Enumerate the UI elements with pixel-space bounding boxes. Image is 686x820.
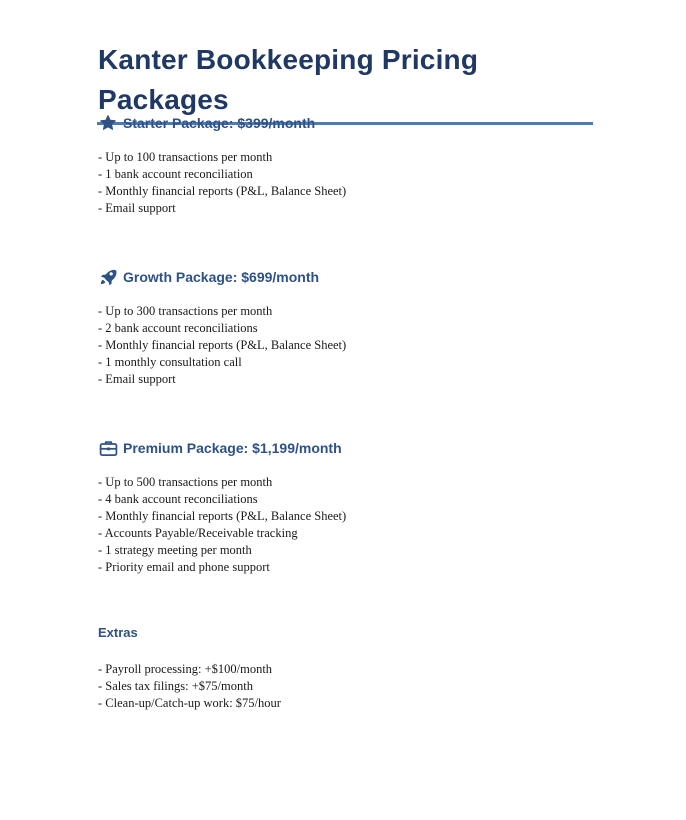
list-item: - 2 bank account reconciliations (98, 321, 258, 335)
rocket-icon (98, 268, 118, 286)
list-item: - Payroll processing: +$100/month (98, 662, 273, 676)
growth-package-features (98, 303, 594, 388)
starter-package-features (98, 149, 594, 217)
premium-package-section (98, 438, 594, 576)
list-item: - 4 bank account reconciliations (98, 492, 258, 506)
extras-list (98, 661, 594, 712)
list-item: - Sales tax filings: +$75/month (98, 679, 253, 693)
extras-heading: Extras (98, 625, 138, 640)
list-item: - Up to 100 transactions per month (98, 150, 273, 164)
list-item: - Monthly financial reports (P&L, Balance Sheet) (98, 509, 347, 523)
list-item: - 1 strategy meeting per month (98, 543, 252, 557)
list-item: - Up to 300 transactions per month (98, 304, 273, 318)
list-item: - Up to 500 transactions per month (98, 475, 273, 489)
premium-package-heading (98, 438, 594, 458)
extras-section (98, 625, 594, 712)
list-item: - Email support (98, 372, 176, 386)
list-item: - Monthly financial reports (P&L, Balance Sheet) (98, 338, 347, 352)
document-title: Kanter Bookkeeping Pricing Packages (98, 44, 479, 115)
list-item: - Clean-up/Catch-up work: $75/hour (98, 696, 281, 710)
growth-package-title: Growth Package: $699/month (123, 269, 320, 285)
growth-package-heading (98, 267, 594, 287)
growth-package-section (98, 267, 594, 388)
briefcase-icon (98, 439, 118, 457)
list-item: - Monthly financial reports (P&L, Balance Sheet) (98, 184, 347, 198)
premium-package-title: Premium Package: $1,199/month (123, 440, 342, 456)
starter-package-heading (98, 113, 594, 133)
star-icon (98, 114, 118, 132)
list-item: - Accounts Payable/Receivable tracking (98, 526, 298, 540)
list-item: - Priority email and phone support (98, 560, 270, 574)
list-item: - 1 bank account reconciliation (98, 167, 253, 181)
starter-package-title: Starter Package: $399/month (123, 115, 316, 131)
starter-package-section (98, 113, 594, 217)
premium-package-features (98, 474, 594, 576)
list-item: - Email support (98, 201, 176, 215)
list-item: - 1 monthly consultation call (98, 355, 242, 369)
